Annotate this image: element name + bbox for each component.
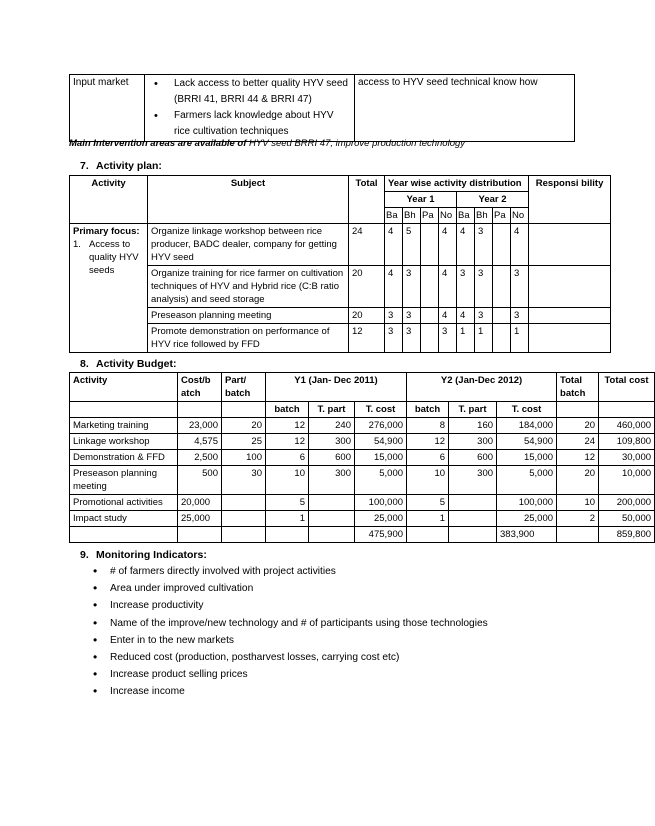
month-header: Bh	[475, 208, 493, 224]
month-cell: 4	[511, 224, 529, 266]
total-cell: 20	[349, 266, 385, 308]
month-header: Ba	[457, 208, 475, 224]
month-header: Bh	[403, 208, 421, 224]
y2-batch-cell: 12	[407, 434, 449, 450]
input-market-table	[69, 74, 575, 142]
y1-tcost-cell: 25,000	[355, 511, 407, 527]
total-cost-cell: 10,000	[599, 466, 655, 495]
section-title: Activity Budget:	[96, 358, 177, 370]
market-problems	[145, 75, 355, 142]
table-header-row	[70, 373, 655, 402]
focus-item: Access to quality HYV seeds	[89, 239, 139, 276]
col-header-total-batch: Total batch	[557, 373, 599, 402]
table-row	[70, 466, 655, 495]
table-row	[70, 324, 611, 353]
table-row	[70, 495, 655, 511]
col-header-tcost: T. cost	[497, 402, 557, 418]
list-item: • Area under improved cultivation	[88, 583, 488, 600]
y1-tcost-cell: 276,000	[355, 418, 407, 434]
intervention-note-label: Main Intervention areas are available of	[69, 138, 247, 149]
total-batch-cell: 10	[557, 495, 599, 511]
y2-tpart-cell: 300	[449, 466, 497, 495]
table-header-row	[70, 176, 611, 192]
month-cell: 3	[511, 266, 529, 308]
col-header-part-batch: Part/ batch	[222, 373, 266, 402]
total-y2-cost: 383,900	[497, 527, 557, 543]
y1-tpart-cell: 240	[309, 418, 355, 434]
y1-tpart-cell	[309, 511, 355, 527]
month-header: No	[439, 208, 457, 224]
part-per-batch-cell	[222, 511, 266, 527]
empty-cell	[70, 527, 178, 543]
y2-tcost-cell: 15,000	[497, 450, 557, 466]
activity-plan-table	[69, 175, 611, 353]
month-cell	[493, 308, 511, 324]
list-item: • Name of the improve/new technology and # of participants using those technologies	[88, 618, 488, 635]
grand-total-cost: 859,800	[599, 527, 655, 543]
month-cell: 3	[475, 224, 493, 266]
activity-cell: Linkage workshop	[70, 434, 178, 450]
y2-tpart-cell	[449, 511, 497, 527]
col-header-tpart: T. part	[449, 402, 497, 418]
y1-tpart-cell: 300	[309, 466, 355, 495]
month-cell: 1	[511, 324, 529, 353]
y2-batch-cell: 1	[407, 511, 449, 527]
table-row	[70, 511, 655, 527]
month-cell: 4	[439, 224, 457, 266]
section-heading-monitoring	[80, 549, 207, 561]
month-cell: 4	[439, 308, 457, 324]
activity-cell: Marketing training	[70, 418, 178, 434]
y1-tpart-cell: 600	[309, 450, 355, 466]
empty-cell	[449, 527, 497, 543]
total-cost-cell: 30,000	[599, 450, 655, 466]
month-cell: 3	[475, 266, 493, 308]
focus-number: 1.	[73, 239, 81, 250]
intervention-note	[69, 138, 465, 149]
table-row	[70, 308, 611, 324]
y2-tcost-cell: 5,000	[497, 466, 557, 495]
y1-batch-cell: 1	[266, 511, 309, 527]
month-header: Pa	[421, 208, 439, 224]
y2-tcost-cell: 25,000	[497, 511, 557, 527]
month-cell	[493, 324, 511, 353]
empty-cell	[222, 402, 266, 418]
month-cell	[421, 266, 439, 308]
y2-batch-cell: 6	[407, 450, 449, 466]
empty-cell	[70, 402, 178, 418]
section-heading-activity-budget	[80, 358, 177, 370]
month-cell: 3	[475, 308, 493, 324]
activity-cell: Promotional activities	[70, 495, 178, 511]
col-header-subject: Subject	[148, 176, 349, 224]
month-cell: 3	[439, 324, 457, 353]
month-cell: 3	[403, 266, 421, 308]
y1-tpart-cell: 300	[309, 434, 355, 450]
y2-tpart-cell: 300	[449, 434, 497, 450]
part-per-batch-cell: 100	[222, 450, 266, 466]
y2-tcost-cell: 100,000	[497, 495, 557, 511]
market-solution: access to HYV seed technical know how	[355, 75, 575, 142]
table-header-row	[70, 402, 655, 418]
activity-cell: Preseason planning meeting	[70, 466, 178, 495]
month-cell: 1	[457, 324, 475, 353]
total-batch-cell: 20	[557, 418, 599, 434]
section-title: Monitoring Indicators:	[96, 549, 207, 561]
list-item: • Increase product selling prices	[88, 669, 488, 686]
y1-batch-cell: 5	[266, 495, 309, 511]
col-header-activity: Activity	[70, 176, 148, 224]
total-cost-cell: 460,000	[599, 418, 655, 434]
month-cell	[421, 308, 439, 324]
col-header-y2: Y2 (Jan-Dec 2012)	[407, 373, 557, 402]
col-header-total-cost: Total cost	[599, 373, 655, 402]
y2-tpart-cell: 160	[449, 418, 497, 434]
y1-tcost-cell: 15,000	[355, 450, 407, 466]
month-cell: 4	[457, 308, 475, 324]
activity-cell: Demonstration & FFD	[70, 450, 178, 466]
total-batch-cell: 2	[557, 511, 599, 527]
cost-per-batch-cell: 2,500	[178, 450, 222, 466]
empty-cell	[178, 527, 222, 543]
col-header-activity: Activity	[70, 373, 178, 402]
total-y1-cost: 475,900	[355, 527, 407, 543]
activity-budget-table	[69, 372, 655, 543]
empty-cell	[309, 527, 355, 543]
y2-tcost-cell: 54,900	[497, 434, 557, 450]
col-header-year2: Year 2	[457, 192, 529, 208]
table-row	[70, 450, 655, 466]
part-per-batch-cell: 30	[222, 466, 266, 495]
market-label: Input market	[70, 75, 145, 142]
primary-focus-cell	[70, 224, 148, 353]
total-cost-cell: 50,000	[599, 511, 655, 527]
y2-batch-cell: 5	[407, 495, 449, 511]
col-header-batch: batch	[407, 402, 449, 418]
month-header: Ba	[385, 208, 403, 224]
month-header: No	[511, 208, 529, 224]
responsibility-cell	[529, 308, 611, 324]
y1-tcost-cell: 54,900	[355, 434, 407, 450]
month-cell	[493, 224, 511, 266]
list-item: • Lack access to better quality HYV seed (BRRI 41, BRRI 44 & BRRI 47)	[162, 76, 351, 108]
totals-row	[70, 527, 655, 543]
empty-cell	[178, 402, 222, 418]
col-header-responsibility: Responsi bility	[529, 176, 611, 224]
cost-per-batch-cell: 23,000	[178, 418, 222, 434]
col-header-tcost: T. cost	[355, 402, 407, 418]
section-heading-activity-plan	[80, 160, 162, 172]
table-row	[70, 434, 655, 450]
table-row	[70, 75, 575, 142]
col-header-y1: Y1 (Jan- Dec 2011)	[266, 373, 407, 402]
col-header-cost-batch: Cost/b atch	[178, 373, 222, 402]
activity-cell: Impact study	[70, 511, 178, 527]
month-cell: 4	[385, 224, 403, 266]
total-batch-cell: 12	[557, 450, 599, 466]
y2-batch-cell: 8	[407, 418, 449, 434]
y1-tcost-cell: 5,000	[355, 466, 407, 495]
subject-cell: Preseason planning meeting	[148, 308, 349, 324]
cost-per-batch-cell: 20,000	[178, 495, 222, 511]
list-item: • Enter in to the new markets	[88, 635, 488, 652]
month-cell: 3	[457, 266, 475, 308]
col-header-batch: batch	[266, 402, 309, 418]
empty-cell	[266, 527, 309, 543]
month-header: Pa	[493, 208, 511, 224]
cost-per-batch-cell: 25,000	[178, 511, 222, 527]
part-per-batch-cell: 20	[222, 418, 266, 434]
y2-tpart-cell: 600	[449, 450, 497, 466]
month-cell: 4	[385, 266, 403, 308]
total-batch-cell: 20	[557, 466, 599, 495]
responsibility-cell	[529, 224, 611, 266]
month-cell: 4	[439, 266, 457, 308]
part-per-batch-cell: 25	[222, 434, 266, 450]
total-cell: 24	[349, 224, 385, 266]
month-cell: 1	[475, 324, 493, 353]
cost-per-batch-cell: 4,575	[178, 434, 222, 450]
empty-cell	[599, 402, 655, 418]
month-cell: 3	[385, 324, 403, 353]
subject-cell: Promote demonstration on performance of HYV rice followed by FFD	[148, 324, 349, 353]
total-cost-cell: 109,800	[599, 434, 655, 450]
month-cell: 3	[385, 308, 403, 324]
responsibility-cell	[529, 324, 611, 353]
month-cell: 4	[457, 224, 475, 266]
month-cell	[421, 224, 439, 266]
y2-tcost-cell: 184,000	[497, 418, 557, 434]
y1-batch-cell: 10	[266, 466, 309, 495]
intervention-note-text: HYV seed BRRI 47, improve production technology	[246, 138, 466, 149]
y1-tpart-cell	[309, 495, 355, 511]
total-batch-cell: 24	[557, 434, 599, 450]
col-header-year1: Year 1	[385, 192, 457, 208]
total-cost-cell: 200,000	[599, 495, 655, 511]
month-cell: 3	[403, 308, 421, 324]
y1-batch-cell: 12	[266, 418, 309, 434]
table-row	[70, 418, 655, 434]
list-item: • Farmers lack knowledge about HYV rice cultivation techniques	[162, 108, 351, 140]
month-cell	[493, 266, 511, 308]
total-cell: 12	[349, 324, 385, 353]
list-item: • Increase productivity	[88, 600, 488, 617]
primary-focus-title: Primary focus:	[73, 226, 140, 237]
month-cell: 5	[403, 224, 421, 266]
budget-rows	[70, 418, 655, 527]
section-number: 8.	[80, 358, 89, 370]
empty-cell	[222, 527, 266, 543]
y2-batch-cell: 10	[407, 466, 449, 495]
subject-cell: Organize training for rice farmer on cultivation techniques of HYV and Hybrid rice (C:B ratio analysis) and seed storage	[148, 266, 349, 308]
table-row	[70, 224, 611, 266]
subject-cell: Organize linkage workshop between rice producer, BADC dealer, company for getting HYV seed	[148, 224, 349, 266]
empty-cell	[407, 527, 449, 543]
month-cell	[421, 324, 439, 353]
monitoring-list	[88, 566, 488, 704]
y1-batch-cell: 6	[266, 450, 309, 466]
empty-cell	[557, 527, 599, 543]
section-title: Activity plan:	[96, 160, 162, 172]
section-number: 9.	[80, 549, 89, 561]
y1-batch-cell: 12	[266, 434, 309, 450]
list-item: • Increase income	[88, 686, 488, 703]
y2-tpart-cell	[449, 495, 497, 511]
month-cell: 3	[511, 308, 529, 324]
col-header-tpart: T. part	[309, 402, 355, 418]
list-item: • Reduced cost (production, postharvest losses, carrying cost etc)	[88, 652, 488, 669]
col-header-total: Total	[349, 176, 385, 224]
list-item: • # of farmers directly involved with project activities	[88, 566, 488, 583]
section-number: 7.	[80, 160, 89, 172]
cost-per-batch-cell: 500	[178, 466, 222, 495]
table-row	[70, 266, 611, 308]
total-cell: 20	[349, 308, 385, 324]
problem-list	[148, 76, 351, 140]
month-cell: 3	[403, 324, 421, 353]
responsibility-cell	[529, 266, 611, 308]
y1-tcost-cell: 100,000	[355, 495, 407, 511]
part-per-batch-cell	[222, 495, 266, 511]
col-header-distribution: Year wise activity distribution	[385, 176, 529, 192]
empty-cell	[557, 402, 599, 418]
